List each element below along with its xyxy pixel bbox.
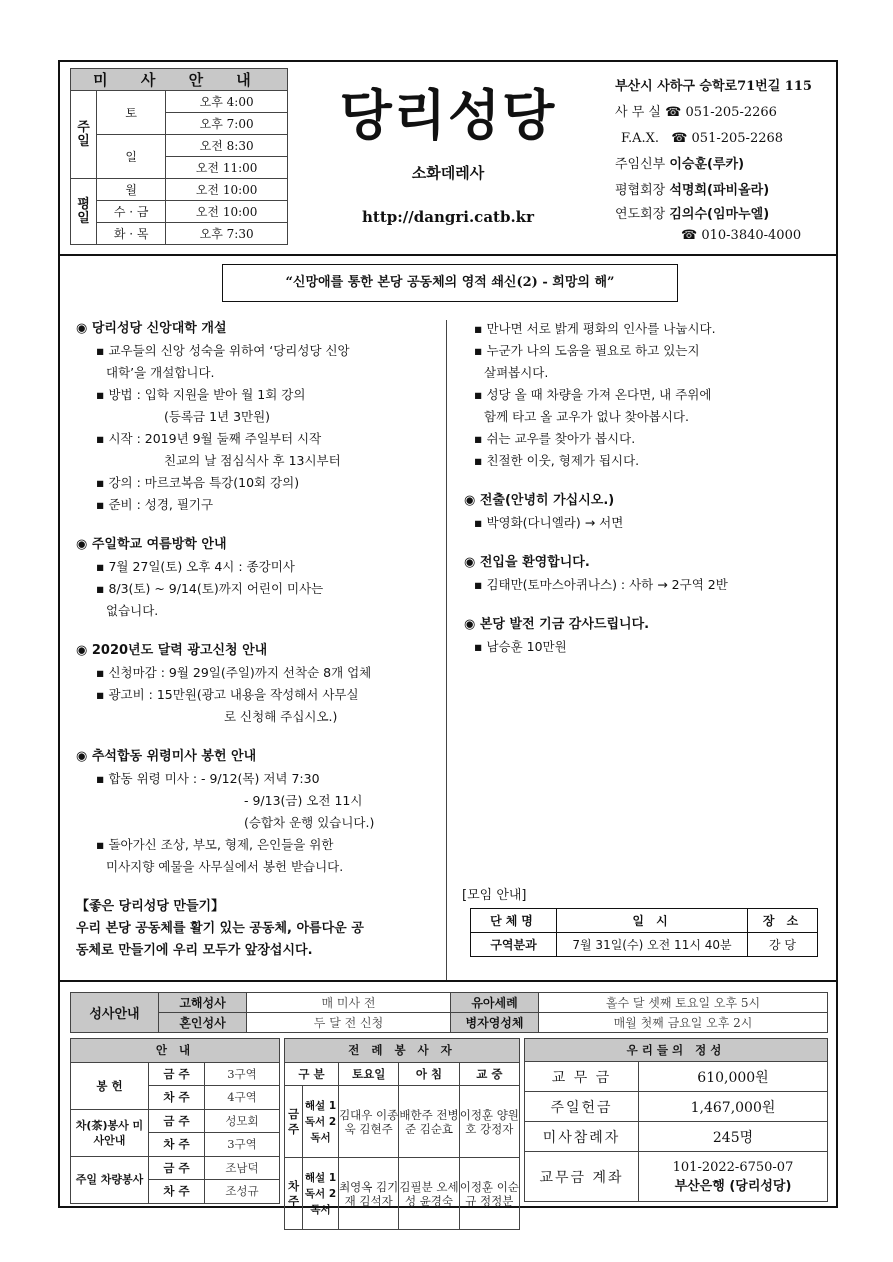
week-label: 금 주 xyxy=(149,1062,205,1086)
pastor-label: 주임신부 xyxy=(615,157,666,172)
sacrament-name: 병자영성체 xyxy=(451,1013,539,1033)
bullet: ▪ 누군가 나의 도움을 필요로 하고 있는지 xyxy=(474,343,700,358)
sacrament-value: 매 미사 전 xyxy=(247,993,451,1013)
mass-day: 일 xyxy=(97,135,166,179)
header-divider xyxy=(60,254,836,256)
section-title: ◉ 본당 발전 기금 감사드립니다. xyxy=(464,617,650,632)
bullet-cont: 함께 타고 올 교우가 없나 찾아봅시다. xyxy=(484,409,689,424)
youth-name: 김의수(임마누엘) xyxy=(669,207,770,222)
servers-header: 구 분 xyxy=(285,1062,339,1086)
offering-value: 1,467,000원 xyxy=(639,1092,828,1122)
bullet-cont: (승합차 운행 있습니다.) xyxy=(244,815,375,830)
weekday-group-label: 평일 xyxy=(71,179,97,245)
section-title: ◉ 추석합동 위령미사 봉헌 안내 xyxy=(76,749,257,764)
account-number: 101-2022-6750-07 xyxy=(672,1159,794,1175)
sunday-group-label: 주일 xyxy=(71,91,97,179)
sacrament-value: 두 달 전 신청 xyxy=(247,1013,451,1033)
sacrament-name: 고해성사 xyxy=(159,993,247,1013)
parish-url[interactable]: http://dangri.catb.kr xyxy=(362,208,534,226)
mass-time: 오전 11:00 xyxy=(166,157,288,179)
bullet-cont: 살펴봅시다. xyxy=(484,365,549,380)
footer-divider xyxy=(60,980,836,982)
office-phone: 051-205-2266 xyxy=(685,105,777,120)
servers-week: 차주 xyxy=(285,1158,303,1230)
week-label: 금 주 xyxy=(149,1156,205,1180)
council-name: 석명희(파비올라) xyxy=(669,183,770,198)
guide-value: 3구역 xyxy=(205,1062,280,1086)
guide-label: 차(茶)봉사 미사안내 xyxy=(71,1109,149,1156)
servers-names: 최영옥 김기재 김석자 xyxy=(339,1158,399,1230)
section-donation xyxy=(464,614,834,658)
servers-roles: 해설 1독서 2독서 xyxy=(303,1086,339,1158)
servers-names: 이정훈 이순규 정정분 xyxy=(459,1158,519,1230)
bullet-cont: (등록금 1년 3만원) xyxy=(164,409,271,424)
bullet-cont: 없습니다. xyxy=(106,603,159,618)
bullet: ▪ 김태만(토마스아퀴나스) : 사하 → 2구역 2반 xyxy=(474,577,728,592)
meeting-cell: 7월 31일(수) 오전 11시 40분 xyxy=(557,933,748,957)
meeting-title: [모임 안내] xyxy=(462,888,527,903)
mass-schedule-title: 미 사 안 내 xyxy=(71,69,288,91)
servers-table xyxy=(284,1038,520,1230)
servers-names: 김필분 오세성 윤경숙 xyxy=(399,1158,459,1230)
guide-title: 안 내 xyxy=(71,1039,280,1063)
youth-phone: 010-3840-4000 xyxy=(701,228,802,243)
mass-time: 오전 8:30 xyxy=(166,135,288,157)
meeting-header: 장 소 xyxy=(748,909,818,933)
section-title: ◉ 전출(안녕히 가십시오.) xyxy=(464,493,615,508)
sacrament-value: 매월 첫째 금요일 오후 2시 xyxy=(539,1013,828,1033)
mass-day: 토 xyxy=(97,91,166,135)
section-title: ◉ 전입을 환영합니다. xyxy=(464,555,590,570)
week-label: 차 주 xyxy=(149,1133,205,1157)
mass-time: 오전 10:00 xyxy=(166,179,288,201)
offering-title: 우리들의 정성 xyxy=(525,1039,828,1062)
address: 부산시 사하구 승학로71번길 115 xyxy=(615,79,812,94)
sacraments-table xyxy=(70,992,828,1033)
servers-roles: 해설 1독서 2독서 xyxy=(303,1158,339,1230)
good-line: 동체로 만들기에 우리 모두가 앞장섭시다. xyxy=(76,943,313,958)
servers-week: 금주 xyxy=(285,1086,303,1158)
council-label: 평협회장 xyxy=(615,183,666,198)
bullet: ▪ 7월 27일(토) 오후 4시 : 종강미사 xyxy=(96,559,295,574)
bullet-cont: - 9/13(금) 오전 11시 xyxy=(244,793,363,808)
bullet: ▪ 합동 위령 미사 : - 9/12(목) 저녁 7:30 xyxy=(96,771,320,786)
left-column xyxy=(76,318,446,962)
guide-label: 봉 헌 xyxy=(71,1062,149,1109)
fax-number: 051-205-2268 xyxy=(691,131,784,146)
meeting-cell: 구역분과 xyxy=(471,933,557,957)
bullet: ▪ 박영화(다니엘라) → 서면 xyxy=(474,515,624,530)
mass-schedule-table xyxy=(70,68,288,245)
mass-day: 월 xyxy=(97,179,166,201)
bullet: ▪ 돌아가신 조상, 부모, 형제, 은인들을 위한 xyxy=(96,837,334,852)
offering-value: 245명 xyxy=(639,1122,828,1152)
mass-time: 오전 10:00 xyxy=(166,201,288,223)
section-transfer-out xyxy=(464,490,834,534)
meeting-header: 단체명 xyxy=(471,909,557,933)
bullet: ▪ 쉬는 교우를 찾아가 봅시다. xyxy=(474,431,636,446)
section-transfer-in xyxy=(464,552,834,596)
bullet: ▪ 만나면 서로 밝게 평화의 인사를 나눕시다. xyxy=(474,321,716,336)
section-summer-break xyxy=(76,534,446,622)
servers-header: 아 침 xyxy=(399,1062,459,1086)
bullet-cont: 미사지향 예물을 사무실에서 봉헌 받습니다. xyxy=(106,859,344,874)
bulletin-frame xyxy=(58,60,838,1216)
guide-value: 조남덕 xyxy=(205,1156,280,1180)
servers-header: 토요일 xyxy=(339,1062,399,1086)
servers-title: 전 례 봉 사 자 xyxy=(285,1039,520,1063)
offering-label: 주일헌금 xyxy=(525,1092,639,1122)
good-parish-block xyxy=(76,896,446,962)
account-bank: 부산은행 (당리성당) xyxy=(674,1178,792,1194)
servers-names: 배한주 전병준 김순효 xyxy=(399,1086,459,1158)
servers-names: 김대우 이종욱 김현주 xyxy=(339,1086,399,1158)
week-label: 차 주 xyxy=(149,1086,205,1110)
mass-time: 오후 7:00 xyxy=(166,113,288,135)
section-title: ◉ 당리성당 신앙대학 개설 xyxy=(76,321,227,336)
office-label: 사 무 실 xyxy=(615,105,661,120)
bullet: ▪ 방법 : 입학 지원을 받아 월 1회 강의 xyxy=(96,387,306,402)
bullet: ▪ 교우들의 신앙 성숙을 위하여 ‘당리성당 신앙 xyxy=(96,343,350,358)
servers-names: 이정훈 양원호 강정자 xyxy=(459,1086,519,1158)
guide-label: 주일 차량봉사 xyxy=(71,1156,149,1203)
column-divider xyxy=(446,320,447,980)
theme-banner: “신망애를 통한 본당 공동체의 영적 쇄신(2) - 희망의 해” xyxy=(222,264,678,302)
contact-block xyxy=(615,74,835,246)
guide-value: 성모회 xyxy=(205,1109,280,1133)
account-cell xyxy=(639,1152,828,1202)
phone-icon: ☎ xyxy=(665,105,682,120)
bullet-cont: 대학’을 개설합니다. xyxy=(106,365,215,380)
bullet: ▪ 남승훈 10만원 xyxy=(474,639,567,654)
sacraments-label: 성사안내 xyxy=(71,993,159,1033)
section-neighbor-tips xyxy=(464,318,834,472)
section-title: ◉ 주일학교 여름방학 안내 xyxy=(76,537,227,552)
week-label: 차 주 xyxy=(149,1180,205,1204)
week-label: 금 주 xyxy=(149,1109,205,1133)
bullet: ▪ 광고비 : 15만원(광고 내용을 작성해서 사무실 xyxy=(96,687,359,702)
bullet: ▪ 8/3(토) ~ 9/14(토)까지 어린이 미사는 xyxy=(96,581,324,596)
parish-name: 당리성당 xyxy=(339,84,557,147)
offering-value: 610,000원 xyxy=(639,1062,828,1092)
parish-patron: 소화데레사 xyxy=(411,164,485,182)
offering-label: 미사참례자 xyxy=(525,1122,639,1152)
youth-label: 연도회장 xyxy=(615,207,666,222)
mass-time: 오후 4:00 xyxy=(166,91,288,113)
mass-day: 수 · 금 xyxy=(97,201,166,223)
pastor-name: 이승훈(루카) xyxy=(669,157,745,172)
fax-label: F.A.X. xyxy=(621,131,660,146)
section-memorial-mass xyxy=(76,746,446,878)
phone-icon: ☎ xyxy=(671,131,688,146)
bullet: ▪ 신청마감 : 9월 29일(주일)까지 선착순 8개 업체 xyxy=(96,665,372,680)
bullet: ▪ 강의 : 마르코복음 특강(10회 강의) xyxy=(96,475,300,490)
section-faith-college xyxy=(76,318,446,516)
bullet-cont: 로 신청해 주십시오.) xyxy=(224,709,338,724)
bullet-cont: 친교의 날 점심식사 후 13시부터 xyxy=(164,453,341,468)
phone-icon: ☎ xyxy=(681,228,698,243)
offering-table xyxy=(524,1038,828,1202)
offering-label: 교 무 금 xyxy=(525,1062,639,1092)
sacrament-value: 홀수 달 셋째 토요일 오후 5시 xyxy=(539,993,828,1013)
meeting-table xyxy=(470,908,818,957)
bullet: ▪ 시작 : 2019년 9월 둘째 주일부터 시작 xyxy=(96,431,322,446)
guide-value: 4구역 xyxy=(205,1086,280,1110)
bullet: ▪ 준비 : 성경, 필기구 xyxy=(96,497,214,512)
mass-time: 오후 7:30 xyxy=(166,223,288,245)
meeting-cell: 강 당 xyxy=(748,933,818,957)
guide-value: 3구역 xyxy=(205,1133,280,1157)
good-line: 우리 본당 공동체를 활기 있는 공동체, 아름다운 공 xyxy=(76,921,364,936)
mass-day: 화 · 목 xyxy=(97,223,166,245)
good-title: 【좋은 당리성당 만들기】 xyxy=(76,899,225,914)
sacrament-name: 유아세례 xyxy=(451,993,539,1013)
guide-value: 조성규 xyxy=(205,1180,280,1204)
right-column xyxy=(464,318,834,676)
bullet: ▪ 친절한 이웃, 형제가 됩시다. xyxy=(474,453,640,468)
sacrament-name: 혼인성사 xyxy=(159,1013,247,1033)
section-calendar-ads xyxy=(76,640,446,728)
section-title: ◉ 2020년도 달력 광고신청 안내 xyxy=(76,643,268,658)
offering-label: 교무금 계좌 xyxy=(525,1152,639,1202)
meeting-header: 일 시 xyxy=(557,909,748,933)
servers-header: 교 중 xyxy=(459,1062,519,1086)
bullet: ▪ 성당 올 때 차량을 가져 온다면, 내 주위에 xyxy=(474,387,712,402)
guide-table xyxy=(70,1038,280,1204)
